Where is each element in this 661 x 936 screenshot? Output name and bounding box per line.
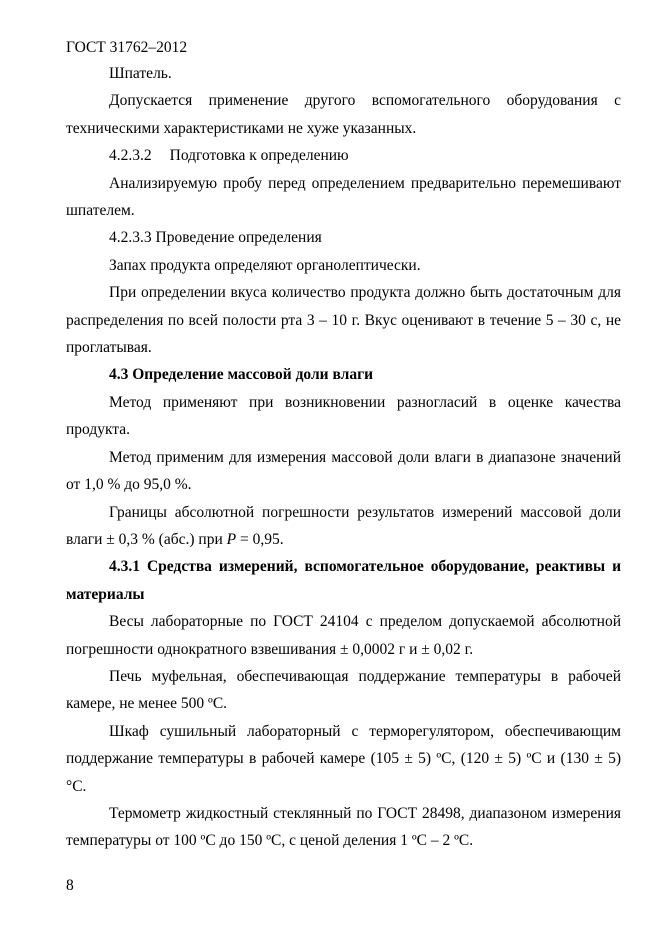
probability-value: = 0,95. (239, 530, 284, 548)
section-number: 4.2.3.2 (109, 147, 152, 165)
paragraph-thermometer: Термометр жидкостный стеклянный по ГОСТ 28498, диапазоном измерения температуры от 100 ºС до 150 ºС, с ценой деления 1 ºС – 2 ºС. (66, 804, 621, 850)
section-4-2-3-2-heading (66, 142, 621, 169)
paragraph-method-range: Метод применим для измерения массовой доли влаги в диапазоне значений от 1,0 % до 95,0 %. (66, 448, 621, 494)
paragraph-sample-mixing: Анализируемую пробу перед определением предварительно перемешивают шпателем. (66, 174, 621, 220)
paragraph-method-use: Метод применяют при возникновении разногласий в оценке качества продукта. (66, 393, 621, 439)
paragraph-spatula: Шпатель. (109, 65, 172, 82)
probability-variable: P (226, 530, 237, 548)
paragraph-smell: Запах продукта определяют органолептически. (109, 256, 421, 274)
section-4-3-heading: 4.3 Определение массовой доли влаги (109, 366, 374, 384)
paragraph-scales: Весы лабораторные по ГОСТ 24104 с пределом допускаемой абсолютной погрешности однократного взвешивания ± 0,0002 г и ± 0,02 г. (66, 613, 621, 658)
section-title: Подготовка к определению (169, 147, 349, 165)
section-4-3-1-heading: 4.3.1 Средства измерений, вспомогательное оборудование, реактивы и материалы (66, 558, 621, 603)
paragraph-other-equipment: Допускается применение другого вспомогательного оборудования с техническими характеристиками не хуже указанных. (66, 92, 621, 137)
paragraph-muffle-furnace: Печь муфельная, обеспечивающая поддержание температуры в рабочей камере, не менее 500 ºС. (66, 667, 621, 713)
paragraph-drying-cabinet: Шкаф сушильный лабораторный с терморегулятором, обеспечивающим поддержание температуры в рабочей камере (105 ± 5) ºС, (120 ± 5) ºС и (130 ± 5) °С. (66, 722, 621, 795)
page-number: 8 (66, 877, 74, 894)
document-body (66, 60, 621, 855)
section-4-2-3-3-heading: 4.2.3.3 Проведение определения (109, 229, 322, 247)
error-limits-text: Границы абсолютной погрешности результатов измерений массовой доли влаги ± 0,3 % (абс.) при (66, 503, 621, 548)
paragraph-error-limits (66, 499, 621, 554)
paragraph-taste: При определении вкуса количество продукта должно быть достаточным для распределения по всей полости рта 3 – 10 г. Вкус оценивают в течение 5 – 30 с, не проглатывая. (66, 284, 621, 357)
document-header: ГОСТ 31762–2012 (66, 39, 188, 56)
